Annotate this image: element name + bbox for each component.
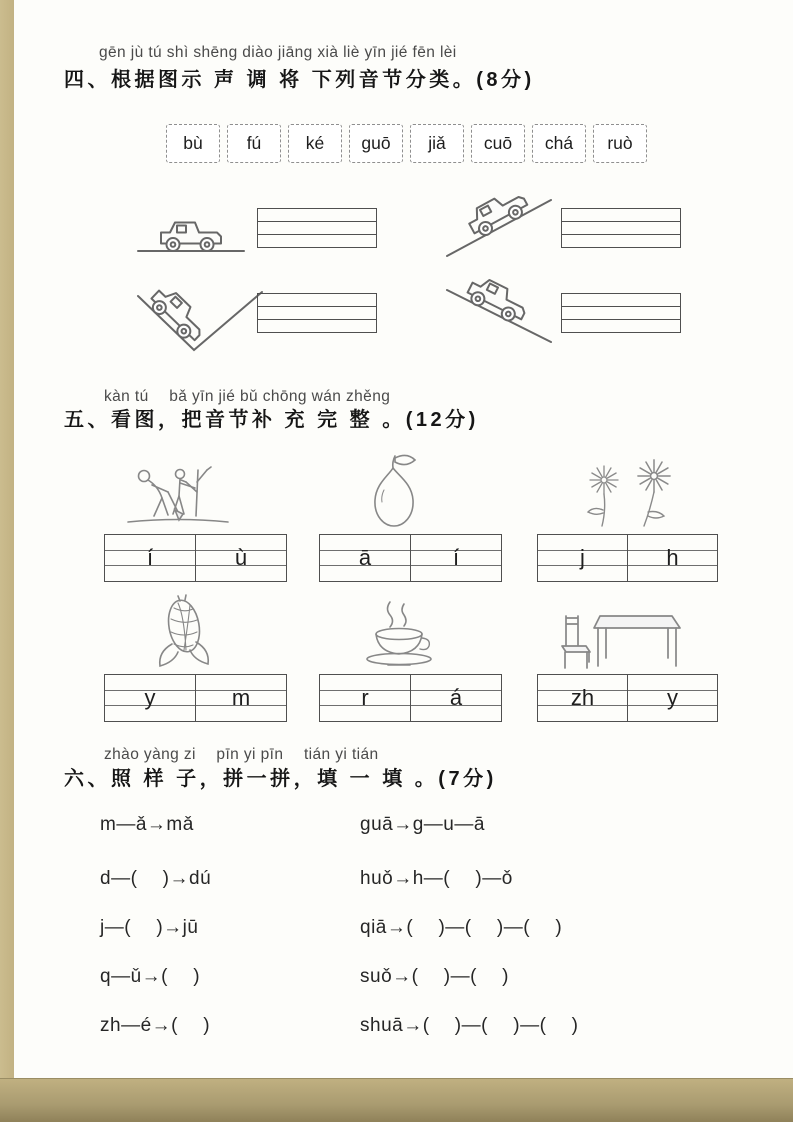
tone4-answer-grid <box>561 293 681 333</box>
spelling-exercise-left: m—ǎ→mǎ <box>100 814 194 835</box>
hot-tea-icon <box>352 598 450 674</box>
section4-title: 四、根据图示 声 调 将 下列音节分类。(8分) <box>64 69 535 91</box>
chrysanthemum-icon <box>572 458 684 532</box>
tone2-answer-grid <box>561 208 681 248</box>
pinyin-cell: m <box>231 685 251 710</box>
tone3-answer-grid <box>257 293 377 333</box>
pinyin-cell: h <box>666 545 679 570</box>
pinyin-cell: ù <box>234 545 248 570</box>
pinyin-cell: y <box>667 685 678 710</box>
spelling-exercise-left: j—( )→jū <box>100 917 199 938</box>
syllable-box: bù <box>166 124 220 163</box>
syllable-box: fú <box>227 124 281 163</box>
pinyin-writing-grid <box>319 534 502 582</box>
pear-icon <box>362 448 426 534</box>
pinyin-cell: á <box>449 685 463 710</box>
pinyin-writing-grid <box>537 674 718 722</box>
spelling-exercise-right: huǒ→h—( )—ǒ <box>360 868 513 889</box>
spelling-exercise-left: d—( )→dú <box>100 868 212 889</box>
pinyin-cell: j <box>538 535 628 581</box>
syllable-box: ké <box>288 124 342 163</box>
syllable-box: chá <box>532 124 586 163</box>
spelling-exercise-left: zh—é→( ) <box>100 1015 211 1036</box>
syllable-box: jiǎ <box>410 124 464 163</box>
spelling-exercise-right: guā→g—u—ā <box>360 814 485 835</box>
section4-pinyin: gēn jù tú shì shēng diào jiāng xià liè yīn jié fēn lèi <box>99 44 457 61</box>
syllable-box: ruò <box>593 124 647 163</box>
pinyin-writing-grid <box>537 534 718 582</box>
section6-title: 六、照 样 子，拼一拼，填 一 填 。(7分) <box>64 768 497 790</box>
pinyin-writing-grid <box>319 674 502 722</box>
syllable-box-row <box>166 124 647 163</box>
section5-title: 五、看图，把音节补 充 完 整 。(12分) <box>64 409 479 431</box>
pinyin-writing-grid <box>104 674 287 722</box>
page-edge-left <box>0 0 14 1122</box>
tone1-car-flat-road-icon <box>136 194 248 258</box>
pinyin-cell: í <box>105 535 196 581</box>
pinyin-cell: y <box>105 675 196 721</box>
syllable-box: guō <box>349 124 403 163</box>
spelling-exercise-right: suǒ→( )—( ) <box>360 966 510 987</box>
section5-pinyin: kàn tú bǎ yīn jié bǔ chōng wán zhěng <box>104 388 391 405</box>
spelling-exercise-right: qiā→( )—( )—( ) <box>360 917 563 938</box>
pinyin-cell: zh <box>538 675 628 721</box>
tone3-car-valley-icon <box>134 274 266 360</box>
pinyin-cell: r <box>320 675 411 721</box>
tone4-car-downhill-icon <box>443 276 555 350</box>
syllable-box: cuō <box>471 124 525 163</box>
spelling-exercise-left: q—ǔ→( ) <box>100 966 201 987</box>
corn-icon <box>148 594 220 674</box>
pinyin-cell: í <box>452 545 460 570</box>
table-and-chair-icon <box>556 602 684 672</box>
page-edge-bottom <box>0 1078 793 1122</box>
tree-planting-icon <box>122 452 234 534</box>
pinyin-cell: ā <box>320 535 411 581</box>
tone2-car-uphill-icon <box>443 186 555 262</box>
spelling-exercise-right: shuā→( )—( )—( ) <box>360 1015 579 1036</box>
section6-pinyin: zhào yàng zi pīn yi pīn tián yi tián <box>104 746 379 763</box>
tone1-answer-grid <box>257 208 377 248</box>
pinyin-writing-grid <box>104 534 287 582</box>
